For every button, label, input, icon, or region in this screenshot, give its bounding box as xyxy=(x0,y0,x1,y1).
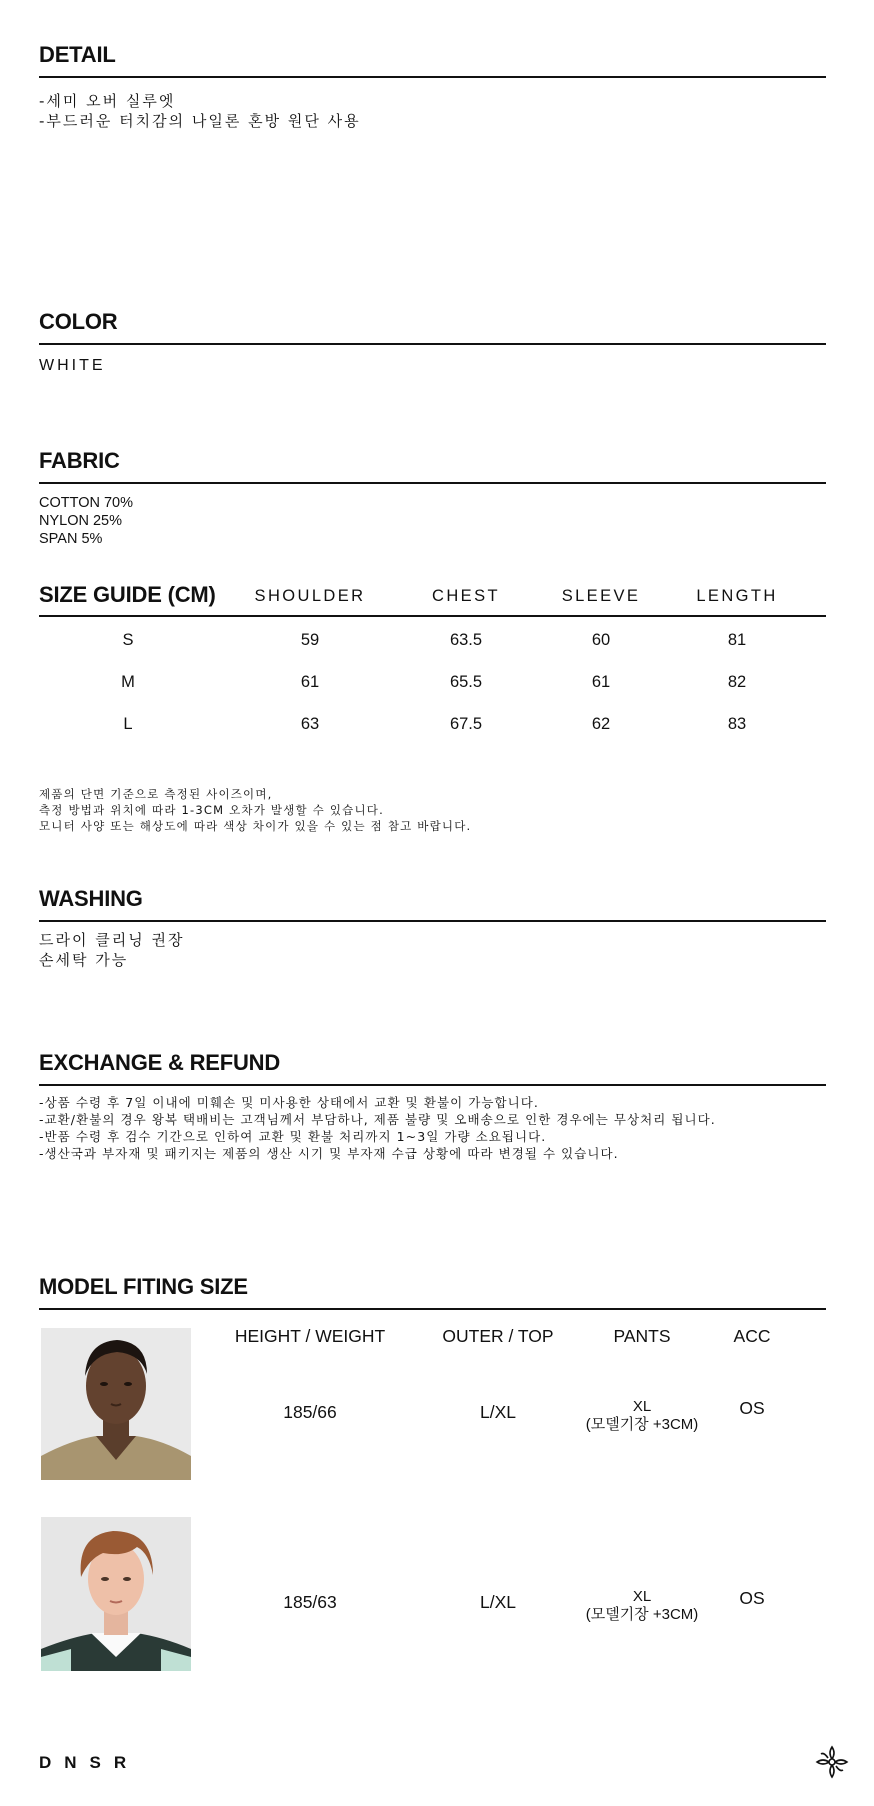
size-col-shoulder: SHOULDER xyxy=(254,587,366,605)
size-col-sleeve: SLEEVE xyxy=(561,587,641,605)
ornament-emblem-icon xyxy=(814,1744,850,1780)
model-col-acc: ACC xyxy=(733,1326,771,1346)
size-row-l-length: 83 xyxy=(727,715,747,733)
size-row-m-length: 82 xyxy=(727,673,747,691)
color-value: WHITE xyxy=(39,357,106,374)
model-1-acc: OS xyxy=(739,1398,765,1418)
size-note-2: 측정 방법과 위치에 따라 1-3CM 오차가 발생할 수 있습니다. xyxy=(39,803,384,817)
exchange-line-1: -상품 수령 후 7일 이내에 미훼손 및 미사용한 상태에서 교환 및 환불이 가능합니다. xyxy=(39,1095,539,1110)
fabric-line-1: COTTON 70% xyxy=(39,495,134,511)
size-row-l-shoulder: 63 xyxy=(300,715,320,733)
size-row-m-chest: 65.5 xyxy=(449,673,483,691)
model-2-outer-top: L/XL xyxy=(480,1592,516,1612)
color-divider xyxy=(39,343,826,345)
model-divider xyxy=(39,1308,826,1310)
size-note-3: 모니터 사양 또는 해상도에 따라 색상 차이가 있을 수 있는 점 참고 바랍니다. xyxy=(39,819,472,833)
fabric-line-2: NYLON 25% xyxy=(39,513,123,529)
size-guide-divider xyxy=(39,615,826,617)
model-2-pants-note: (모델기장 +3CM) xyxy=(585,1606,699,1623)
model-title: MODEL FITING SIZE xyxy=(39,1274,248,1299)
exchange-divider xyxy=(39,1084,826,1086)
brand-logo: DNSR xyxy=(39,1753,140,1772)
model-1-pants: XL xyxy=(632,1398,652,1415)
washing-line-1: 드라이 클리닝 권장 xyxy=(39,931,185,949)
size-col-chest: CHEST xyxy=(432,587,500,605)
detail-line-2: -부드러운 터치감의 나일론 혼방 원단 사용 xyxy=(39,112,361,130)
size-col-length: LENGTH xyxy=(696,587,778,605)
model-1-pants-note: (모델기장 +3CM) xyxy=(585,1416,699,1433)
size-row-m-sleeve: 61 xyxy=(591,673,611,691)
size-row-m-shoulder: 61 xyxy=(300,673,320,691)
model-1-height-weight: 185/66 xyxy=(283,1402,337,1422)
size-row-l-sleeve: 62 xyxy=(591,715,611,733)
size-row-l-chest: 67.5 xyxy=(449,715,483,733)
exchange-line-2: -교환/환불의 경우 왕복 택배비는 고객님께서 부담하나, 제품 불량 및 오배송으로 인한 경우에는 무상처리 됩니다. xyxy=(39,1112,716,1127)
size-row-s-label: S xyxy=(122,631,134,649)
exchange-line-3: -반품 수령 후 검수 기간으로 인하여 교환 및 환불 처리까지 1~3일 가량 소요됩니다. xyxy=(39,1129,547,1144)
detail-divider xyxy=(39,76,826,78)
size-row-s-shoulder: 59 xyxy=(300,631,320,649)
size-row-s-sleeve: 60 xyxy=(591,631,611,649)
size-row-m-label: M xyxy=(121,673,135,691)
detail-line-1: -세미 오버 실루엣 xyxy=(39,92,176,110)
size-row-s-length: 81 xyxy=(727,631,747,649)
model-1-outer-top: L/XL xyxy=(480,1402,516,1422)
washing-title: WASHING xyxy=(39,886,143,911)
size-note-1: 제품의 단면 기준으로 측정된 사이즈이며, xyxy=(39,787,273,801)
model-col-pants: PANTS xyxy=(613,1326,671,1346)
washing-line-2: 손세탁 가능 xyxy=(39,951,129,969)
fabric-line-3: SPAN 5% xyxy=(39,531,103,547)
model-col-height-weight: HEIGHT / WEIGHT xyxy=(234,1326,386,1346)
model-photo-2 xyxy=(41,1517,191,1671)
fabric-divider xyxy=(39,482,826,484)
model-2-portrait-icon xyxy=(41,1517,191,1671)
color-title: COLOR xyxy=(39,309,118,334)
model-2-height-weight: 185/63 xyxy=(283,1592,337,1612)
model-col-outer-top: OUTER / TOP xyxy=(442,1326,554,1346)
size-guide-title: SIZE GUIDE (CM) xyxy=(39,582,216,607)
detail-title: DETAIL xyxy=(39,42,116,67)
size-row-l-label: L xyxy=(123,715,133,733)
size-row-s-chest: 63.5 xyxy=(449,631,483,649)
model-2-acc: OS xyxy=(739,1588,765,1608)
fabric-title: FABRIC xyxy=(39,448,120,473)
washing-divider xyxy=(39,920,826,922)
exchange-line-4: -생산국과 부자재 및 패키지는 제품의 생산 시기 및 부자재 수급 상황에 따라 변경될 수 있습니다. xyxy=(39,1146,619,1161)
model-2-pants: XL xyxy=(632,1588,652,1605)
exchange-title: EXCHANGE & REFUND xyxy=(39,1050,281,1075)
model-photo-1 xyxy=(41,1328,191,1480)
model-1-portrait-icon xyxy=(41,1328,191,1480)
